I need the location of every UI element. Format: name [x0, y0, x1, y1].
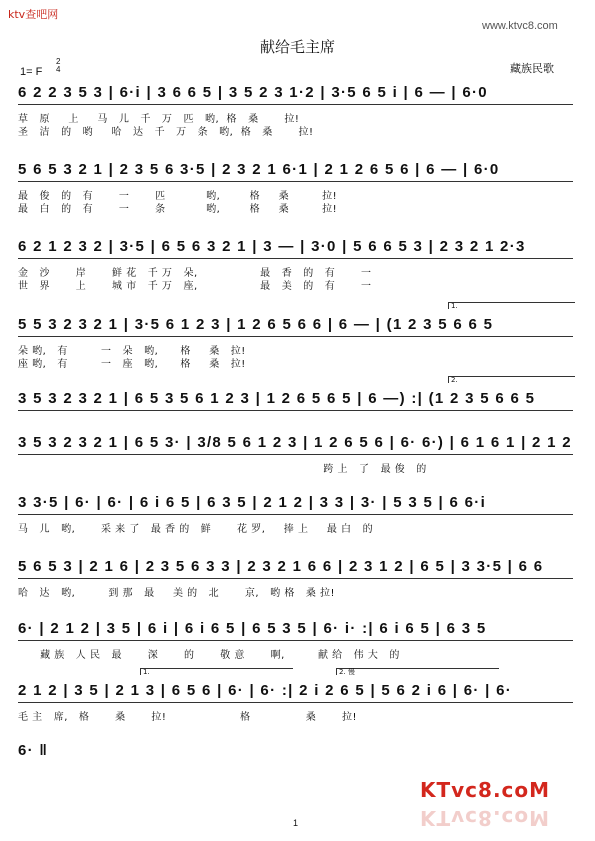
- time-signature: [56, 58, 60, 74]
- site-watermark-right: www.ktvc8.com: [482, 20, 558, 32]
- lyric-verse-1: 金 沙 岸 鲜 花 千 万 朵, 最 香 的 有 一: [18, 268, 372, 279]
- site-watermark-left: ktv查吧网: [8, 8, 59, 21]
- ending-first: 1.: [140, 668, 293, 675]
- ending-first: 1.: [448, 302, 575, 309]
- beam-line: [18, 103, 573, 105]
- beam-line: [18, 701, 573, 703]
- beam-line: [18, 639, 573, 641]
- notation-line: 6 2 1 2 3 2 | 3·5 | 6 5 6 3 2 1 | 3 — | 3·0 | 5 6 6 5 3 | 2 3 2 1 2·3: [18, 238, 526, 255]
- song-title: 献给毛主席: [259, 38, 335, 56]
- notation-line: 5 5 3 2 3 2 1 | 3·5 6 1 2 3 | 1 2 6 5 6 6 | 6 — | (1 2 3 5 6 6 5: [18, 316, 494, 333]
- beam-line: [18, 577, 573, 579]
- beam-line: [18, 453, 573, 455]
- lyric-verse-1: 藏 族 人 民 最 深 的 敬 意 啊, 献 给 伟 大 的: [18, 650, 400, 661]
- lyric-verse-1: 最 俊 的 有 一 匹 哟, 格 桑 拉!: [18, 191, 338, 202]
- lyric-verse-1: 马 儿 哟, 采 来 了 最 香 的 鲜 花 罗, 捧 上 最 白 的: [18, 524, 374, 535]
- notation-line: 6· ‖: [18, 742, 49, 759]
- ending-second: 2.: [448, 376, 575, 383]
- page-number: 1: [293, 818, 299, 828]
- notation-line: 3 5 3 2 3 2 1 | 6 5 3 5 6 1 2 3 | 1 2 6 5 6 5 | 6 —) :| (1 2 3 5 6 6 5: [18, 390, 536, 407]
- lyric-verse-1: 哈 达 哟, 到 那 最 美 的 北 京, 哟 格 桑 拉!: [18, 588, 336, 599]
- lyric-verse-2: 最 白 的 有 一 条 哟, 格 桑 拉!: [18, 204, 338, 215]
- song-origin: 藏族民歌: [510, 62, 554, 75]
- time-signature-top: 2: [56, 57, 61, 66]
- notation-line: 5 6 5 3 2 1 | 2 3 5 6 3·5 | 2 3 2 1 6·1 | 2 1 2 6 5 6 | 6 — | 6·0: [18, 161, 500, 178]
- notation-line: 6 2 2 3 5 3 | 6·i | 3 6 6 5 | 3 5 2 3 1·2 | 3·5 6 5 i | 6 — | 6·0: [18, 84, 488, 101]
- beam-line: [18, 335, 573, 337]
- lyric-verse-1: 毛 主 席, 格 桑 拉! 格 桑 拉!: [18, 712, 357, 723]
- beam-line: [18, 409, 573, 411]
- lyric-verse-1: 跨 上 了 最 俊 的: [18, 464, 427, 475]
- lyric-verse-2: 圣 洁 的 哟 哈 达 千 万 条 哟, 格 桑 拉!: [18, 127, 314, 138]
- beam-line: [18, 180, 573, 182]
- ktvc8-logo-reflection: KTvc8.coM: [420, 806, 551, 830]
- lyric-verse-1: 草 原 上 马 儿 千 万 匹 哟, 格 桑 拉!: [18, 114, 300, 125]
- ending-second-slow: 2. 慢: [336, 668, 499, 675]
- lyric-verse-2: 世 界 上 城 市 千 万 座, 最 美 的 有 一: [18, 281, 372, 292]
- beam-line: [18, 513, 573, 515]
- time-signature-bottom: 4: [56, 65, 61, 74]
- notation-line: 5 6 5 3 | 2 1 6 | 2 3 5 6 3 3 | 2 3 2 1 6 6 | 2 3 1 2 | 6 5 | 3 3·5 | 6 6: [18, 558, 544, 575]
- ktvc8-logo: KTvc8.coM: [420, 778, 551, 802]
- notation-line: 3 5 3 2 3 2 1 | 6 5 3· | 3/8 5 6 1 2 3 | 1 2 6 5 6 | 6· 6·) | 6 1 6 1 | 2 1 2: [18, 434, 572, 451]
- lyric-verse-1: 朵 哟, 有 一 朵 哟, 格 桑 拉!: [18, 346, 246, 357]
- notation-line: 6· | 2 1 2 | 3 5 | 6 i | 6 i 6 5 | 6 5 3 5 | 6· i· :| 6 i 6 5 | 6 3 5: [18, 620, 487, 637]
- notation-line: 2 1 2 | 3 5 | 2 1 3 | 6 5 6 | 6· | 6· :| 2 i 2 6 5 | 5 6 2 i 6 | 6· | 6·: [18, 682, 513, 699]
- beam-line: [18, 257, 573, 259]
- lyric-verse-2: 座 哟, 有 一 座 哟, 格 桑 拉!: [18, 359, 246, 370]
- key-signature: 1= F: [20, 66, 43, 78]
- notation-line: 3 3·5 | 6· | 6· | 6 i 6 5 | 6 3 5 | 2 1 2 | 3 3 | 3· | 5 3 5 | 6 6·i: [18, 494, 487, 511]
